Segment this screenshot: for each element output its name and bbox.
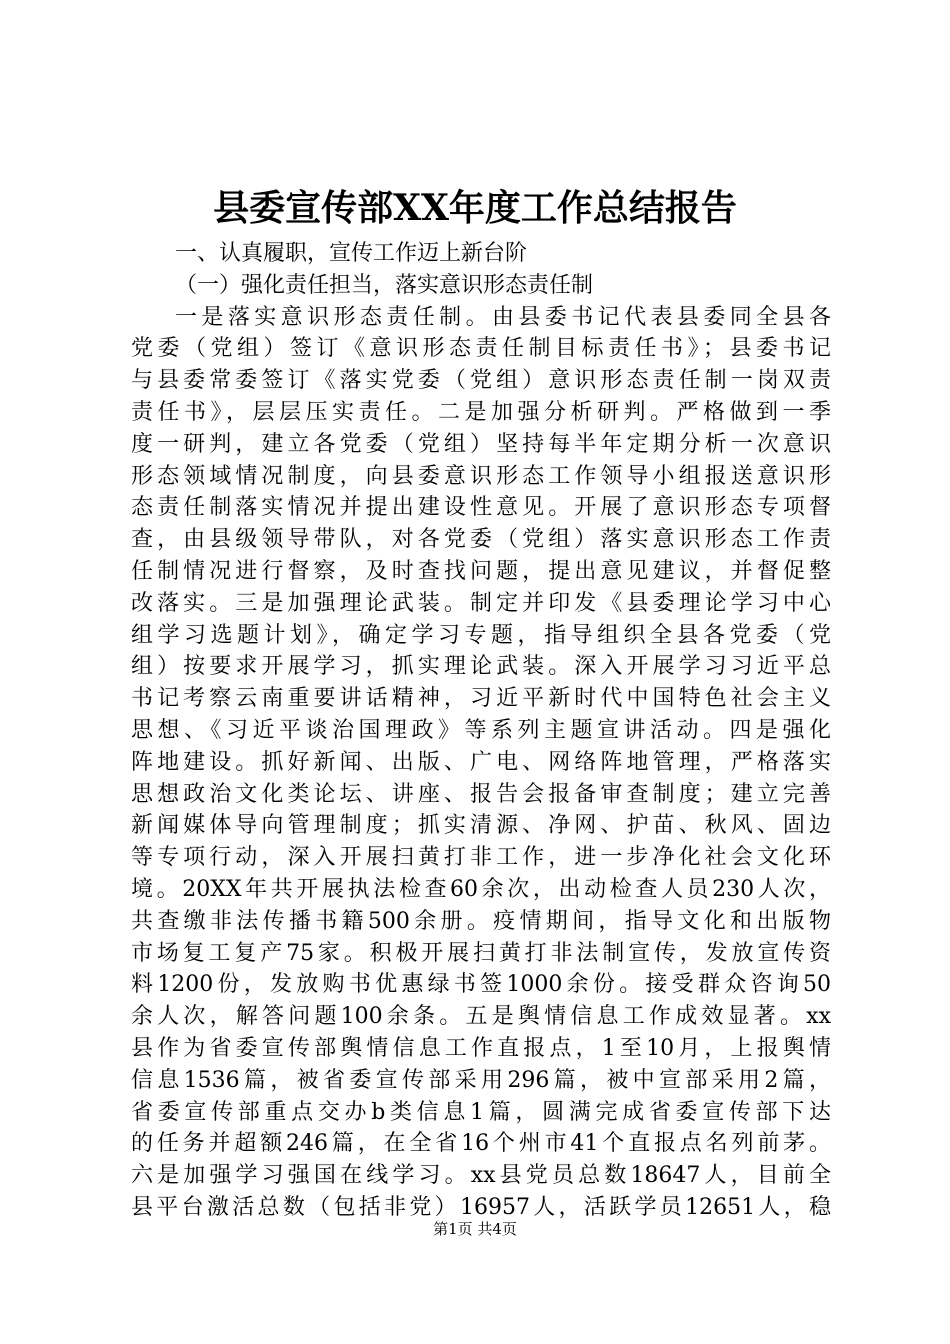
paragraph-line: 改落实。三是加强理论武装。制定并印发《县委理论学习中心	[131, 590, 831, 616]
paragraph-line: 县平台激活总数（包括非党）16957人，活跃学员12651人，稳	[131, 1194, 831, 1220]
paragraph-line: 阵地建设。抓好新闻、出版、广电、网络阵地管理，严格落实	[131, 749, 831, 775]
paragraph-line: 县作为省委宣传部舆情信息工作直报点，1至10月，上报舆情	[131, 1035, 831, 1061]
paragraph-line: 省委宣传部重点交办b类信息1篇，圆满完成省委宣传部下达	[131, 1099, 831, 1125]
paragraph-line: 形态领域情况制度，向县委意识形态工作领导小组报送意识形	[131, 463, 831, 489]
paragraph-line: 新闻媒体导向管理制度；抓实清源、净网、护苗、秋风、固边	[131, 813, 831, 839]
paragraph-line: 书记考察云南重要讲话精神，习近平新时代中国特色社会主义	[131, 686, 831, 712]
document-title: 县委宣传部XX年度工作总结报告	[213, 187, 737, 229]
page-number-footer: 第1页 共4页	[433, 1220, 517, 1238]
paragraph-line: 与县委常委签订《落实党委（党组）意识形态责任制一岗双责	[131, 368, 831, 394]
paragraph-line: 境。20XX年共开展执法检查60余次，出动检查人员230人次，	[131, 876, 831, 902]
paragraph-line: 市场复工复产75家。积极开展扫黄打非法制宣传，发放宣传资	[131, 940, 831, 966]
paragraph-line: 思想、《习近平谈治国理政》等系列主题宣讲活动。四是强化	[131, 717, 831, 743]
section-heading: 一、认真履职，宣传工作迈上新台阶	[175, 241, 528, 266]
paragraph-line: 责任书》，层层压实责任。二是加强分析研判。严格做到一季	[131, 399, 831, 425]
paragraph-line: 一是落实意识形态责任制。由县委书记代表县委同全县各	[175, 304, 831, 330]
document-body	[131, 238, 831, 1224]
paragraph-line: 共查缴非法传播书籍500余册。疫情期间，指导文化和出版物	[131, 908, 831, 934]
paragraph-line: 态责任制落实情况并提出建设性意见。开展了意识形态专项督	[131, 495, 831, 521]
paragraph-line: 的任务并超额246篇，在全省16个州市41个直报点名列前茅。	[131, 1131, 831, 1157]
paragraph-line: 查，由县级领导带队，对各党委（党组）落实意识形态工作责	[131, 527, 831, 553]
paragraph-line: 组学习选题计划》，确定学习专题，指导组织全县各党委（党	[131, 622, 831, 648]
paragraph-line: 思想政治文化类论坛、讲座、报告会报备审查制度；建立完善	[131, 781, 831, 807]
paragraph-line: 余人次，解答问题100余条。五是舆情信息工作成效显著。xx	[131, 1004, 831, 1030]
paragraph-line: 信息1536篇，被省委宣传部采用296篇，被中宣部采用2篇，	[131, 1067, 831, 1093]
paragraph-line: 度一研判，建立各党委（党组）坚持每半年定期分析一次意识	[131, 431, 831, 457]
paragraph-line: 任制情况进行督察，及时查找问题，提出意见建议，并督促整	[131, 558, 831, 584]
paragraph-line: 组）按要求开展学习，抓实理论武装。深入开展学习习近平总	[131, 654, 831, 680]
paragraph-line: 等专项行动，深入开展扫黄打非工作，进一步净化社会文化环	[131, 845, 831, 871]
paragraph-line: 党委（党组）签订《意识形态责任制目标责任书》；县委书记	[131, 336, 831, 362]
paragraph-line: 六是加强学习强国在线学习。xx县党员总数18647人，目前全	[131, 1163, 831, 1189]
subsection-heading: （一）强化责任担当，落实意识形态责任制	[175, 272, 594, 298]
paragraph-line: 料1200份，发放购书优惠绿书签1000余份。接受群众咨询50	[131, 972, 831, 998]
